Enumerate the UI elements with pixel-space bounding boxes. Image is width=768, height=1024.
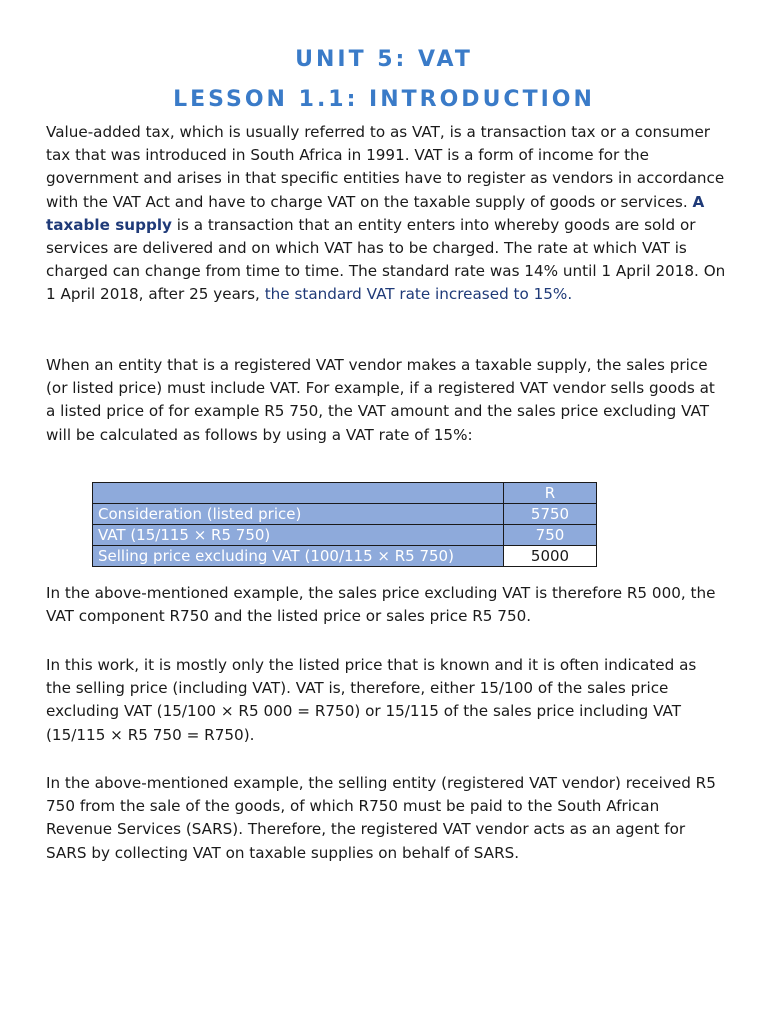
table-row-label: Selling price excluding VAT (100/115 × R5 750) [93,546,504,567]
vat-calculation-table [92,482,597,567]
table-row [93,546,597,567]
example-paragraph: When an entity that is a registered VAT vendor makes a taxable supply, the sales price (or listed price) must include VAT. For example, if a registered VAT vendor sells goods at a listed price of for example R5 750, the VAT amount and the sales price excluding VAT will be calculated as follows by using a VAT rate of 15%: [46,356,715,444]
intro-paragraph [46,121,726,307]
taxable-supply-term: A taxable supply [46,192,705,234]
summary-paragraph: In the above-mentioned example, the sales price excluding VAT is therefore R5 000, the VAT component R750 and the listed price or sales price R5 750. [46,584,716,626]
table-row-label: Consideration (listed price) [93,504,504,525]
table-row [93,525,597,546]
lesson-title: LESSON 1.1: INTRODUCTION [173,87,595,112]
table-row [93,504,597,525]
table-row-value: 5750 [504,504,597,525]
table-header-label [93,483,504,504]
table-header-row [93,483,597,504]
sars-paragraph: In the above-mentioned example, the selling entity (registered VAT vendor) received R5 750 from the sale of the goods, of which R750 must be paid to the South African Revenue Services (SARS). Therefore, the registered VAT vendor acts as an agent for SARS by collecting VAT on taxable supplies on behalf of SARS. [46,774,716,862]
vat-rate-highlight: the standard VAT rate increased to 15%. [264,285,573,304]
table-header-currency: R [504,483,597,504]
intro-text-part2: is a transaction that an entity enters into whereby goods are sold or services are delivered and on which VAT has to be charged. The rate at which VAT is charged can change from time to time. The standard rate was 14% until 1 April 2018. On 1 April 2018, after 25 years, [46,215,726,304]
intro-text-part1: Value-added tax, which is usually referred to as VAT, is a transaction tax or a consumer tax that was introduced in South Africa in 1991. VAT is a form of income for the government and arises in that specific entities have to register as vendors in accordance with the VAT Act and have to charge VAT on the taxable supply of goods or services. [46,123,725,211]
table-row-value: 5000 [504,546,597,567]
table-row-value: 750 [504,525,597,546]
listed-price-paragraph: In this work, it is mostly only the listed price that is known and it is often indicated as the selling price (including VAT). VAT is, therefore, either 15/100 of the sales price excluding VAT (15/100 × R5 000 = R750) or 15/115 of the sales price including VAT (15/115 × R5 750 = R750). [46,656,697,744]
unit-title: UNIT 5: VAT [295,47,473,72]
table-row-label: VAT (15/115 × R5 750) [93,525,504,546]
